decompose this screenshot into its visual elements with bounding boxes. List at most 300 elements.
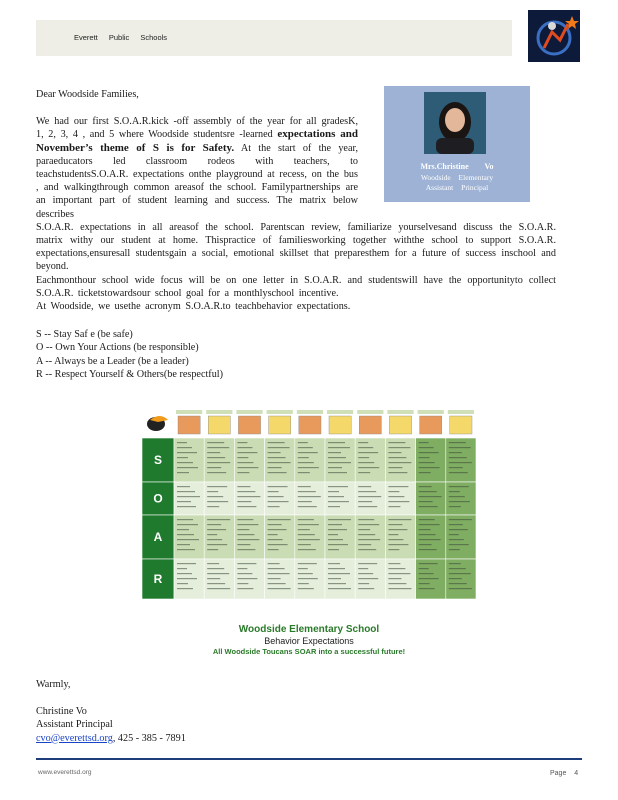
matrix-cell-text (207, 506, 219, 507)
matrix-cell-text (237, 519, 253, 520)
matrix-header-label (267, 410, 293, 414)
matrix-cell-text (177, 583, 188, 584)
matrix-caption-title: Woodside Elementary School (238, 624, 380, 635)
matrix-cell (446, 515, 476, 559)
monthly-focus-paragraph: Eachmonthour school wide focus will be on one letter in S.O.A.R. and studentswill have the opportunityto collect S.O.A.R. ticketstowardsour school goal for a monthlyschool incentive. (36, 274, 556, 299)
matrix-cell-text (207, 534, 217, 535)
matrix-cell-text (388, 496, 404, 497)
matrix-cell-text (449, 462, 472, 463)
matrix-cell-text (328, 529, 347, 530)
matrix-cell-text (449, 442, 466, 443)
matrix-cell-text (237, 457, 248, 458)
matrix-cell-text (328, 534, 338, 535)
matrix-cell-text (237, 447, 252, 448)
matrix-cell-text (449, 573, 471, 574)
matrix-cell-text (328, 568, 345, 569)
matrix-cell-text (449, 519, 472, 520)
matrix-cell-text (328, 452, 341, 453)
matrix-cell-text (449, 447, 471, 448)
matrix-cell-text (419, 506, 438, 507)
matrix-cell-text (207, 588, 230, 589)
matrix-cell-text (237, 524, 258, 525)
matrix-cell (234, 438, 264, 482)
phone-number: , 425 - 385 - 7891 (112, 732, 186, 744)
matrix-header-picture (238, 416, 260, 434)
matrix-cell-text (268, 519, 291, 520)
matrix-cell-text (328, 462, 351, 463)
matrix-cell-text (328, 578, 341, 579)
matrix-cell-text (268, 457, 286, 458)
matrix-header-label (236, 410, 262, 414)
matrix-cell-text (358, 491, 376, 492)
matrix-cell-text (328, 539, 343, 540)
matrix-cell-text (177, 452, 197, 453)
matrix-cell-text (358, 472, 370, 473)
matrix-cell-text (268, 583, 286, 584)
matrix-cell-text (177, 524, 198, 525)
matrix-cell-text (388, 467, 402, 468)
matrix-cell-text (207, 452, 220, 453)
matrix-header-label (448, 410, 474, 414)
matrix-cell (385, 438, 415, 482)
matrix-caption-subtitle: Behavior Expectations (264, 636, 354, 646)
matrix-cell-text (419, 486, 432, 487)
matrix-header-label (176, 410, 202, 414)
matrix-cell-text (419, 501, 433, 502)
matrix-cell-text (388, 524, 402, 525)
matrix-cell-text (358, 447, 373, 448)
matrix-cell-text (268, 472, 287, 473)
matrix-cell-text (268, 578, 281, 579)
matrix-cell-text (268, 539, 283, 540)
matrix-cell-text (419, 544, 432, 545)
matrix-cell-text (268, 588, 291, 589)
matrix-cell-text (419, 529, 431, 530)
matrix-cell-text (419, 467, 440, 468)
matrix-cell-text (449, 583, 467, 584)
matrix-cell-text (207, 578, 220, 579)
matrix-cell-text (177, 588, 193, 589)
matrix-cell-text (177, 549, 195, 550)
behavior-matrix-image (142, 408, 476, 604)
matrix-cell-text (207, 457, 225, 458)
matrix-cell-text (358, 534, 375, 535)
principal-role-line2: Assistant Principal (425, 183, 489, 192)
matrix-cell (234, 515, 264, 559)
matrix-cell-text (207, 519, 230, 520)
matrix-cell-text (358, 462, 374, 463)
matrix-cell-text (237, 467, 258, 468)
matrix-caption-tagline: All Woodside Toucans SOAR into a successful future! (212, 647, 406, 656)
matrix-header-picture (450, 416, 472, 434)
matrix-cell-text (237, 583, 248, 584)
matrix-cell-text (358, 519, 374, 520)
matrix-cell-text (268, 549, 279, 550)
matrix-cell-text (177, 447, 192, 448)
matrix-cell-text (237, 573, 252, 574)
matrix-cell-text (328, 442, 345, 443)
footer-divider (36, 758, 582, 760)
matrix-cell-text (358, 544, 371, 545)
matrix-cell-text (388, 506, 400, 507)
matrix-cell-text (449, 568, 466, 569)
district-name: Everett Public Schools (74, 33, 168, 42)
matrix-cell-text (388, 486, 408, 487)
matrix-header-picture (329, 416, 351, 434)
matrix-cell-text (388, 588, 411, 589)
matrix-cell-text (177, 568, 187, 569)
intro-paragraph-continued: S.O.A.R. expectations in all areasof the school. Parentscan review, familiarize yourselvesand discuss the S.O.A.R. matrix withy our student at home. Thispractice of familiesworking together withthe school to support S.O.A.R. expectations,ensuresall studentsgain a social, emotional skillset that preparesthem for a future of success inschool and beyond. (36, 221, 556, 273)
matrix-cell-text (419, 573, 434, 574)
matrix-cell-text (388, 563, 400, 564)
matrix-cell-text (268, 467, 282, 468)
matrix-cell-text (237, 568, 247, 569)
matrix-cell (265, 515, 295, 559)
matrix-cell-text (207, 447, 229, 448)
matrix-cell-text (177, 544, 190, 545)
matrix-cell-text (177, 534, 194, 535)
matrix-cell-text (328, 524, 342, 525)
matrix-cell-text (449, 544, 469, 545)
matrix-cell-text (358, 529, 370, 530)
matrix-cell-text (388, 578, 401, 579)
matrix-cell-text (388, 549, 399, 550)
matrix-cell-text (237, 578, 257, 579)
matrix-cell-text (237, 529, 249, 530)
matrix-cell-text (298, 467, 319, 468)
matrix-cell-text (268, 544, 288, 545)
matrix-cell-text (449, 457, 467, 458)
matrix-cell-text (388, 442, 405, 443)
matrix-cell-text (177, 462, 193, 463)
contact-line (36, 732, 186, 746)
acronym-paragraph: At Woodside, we usethe acronym S.O.A.R.to teachbehavior expectations. (36, 301, 351, 313)
matrix-cell-text (177, 578, 197, 579)
matrix-cell (355, 438, 385, 482)
soar-item: O -- Own Your Actions (be responsible) (36, 342, 199, 354)
matrix-cell-text (237, 501, 251, 502)
matrix-cell-text (237, 442, 247, 443)
matrix-cell-text (358, 563, 377, 564)
matrix-cell-text (298, 447, 313, 448)
matrix-cell-text (177, 506, 196, 507)
soar-item: R -- Respect Yourself & Others(be respectful) (36, 368, 224, 380)
matrix-cell-text (237, 491, 255, 492)
matrix-header-picture (389, 416, 411, 434)
matrix-cell-text (237, 549, 255, 550)
matrix-cell-text (207, 462, 230, 463)
matrix-cell-text (419, 491, 437, 492)
matrix-cell-text (268, 501, 289, 502)
matrix-cell-text (419, 457, 430, 458)
matrix-cell (385, 515, 415, 559)
matrix-cell-text (328, 496, 344, 497)
letter-body (36, 88, 556, 381)
matrix-cell-text (419, 568, 429, 569)
matrix-cell-text (268, 568, 285, 569)
matrix-cell-text (207, 472, 226, 473)
matrix-cell-text (449, 472, 468, 473)
matrix-cell-text (419, 496, 442, 497)
matrix-cell-text (388, 529, 407, 530)
matrix-cell-text (358, 506, 377, 507)
matrix-cell-text (419, 549, 437, 550)
matrix-cell-text (449, 534, 459, 535)
matrix-cell-text (419, 563, 438, 564)
matrix-cell-text (207, 539, 222, 540)
matrix-cell-text (358, 549, 376, 550)
matrix-cell-text (388, 491, 399, 492)
matrix-header-label (206, 410, 232, 414)
matrix-cell-text (449, 529, 468, 530)
matrix-cell-text (328, 447, 350, 448)
matrix-cell-text (449, 578, 462, 579)
matrix-cell-text (268, 506, 280, 507)
matrix-cell-text (419, 447, 434, 448)
matrix-cell-text (207, 573, 229, 574)
matrix-cell-text (177, 539, 199, 540)
matrix-cell-text (268, 447, 290, 448)
matrix-cell-text (268, 491, 279, 492)
matrix-cell-text (328, 501, 349, 502)
matrix-cell-text (449, 549, 460, 550)
matrix-cell-text (388, 457, 406, 458)
matrix-header-label (297, 410, 323, 414)
matrix-cell-text (207, 549, 218, 550)
matrix-cell (265, 438, 295, 482)
matrix-cell-text (358, 452, 378, 453)
signature-name: Christine Vo (36, 705, 87, 717)
matrix-cell-text (207, 529, 226, 530)
matrix-cell-text (237, 506, 256, 507)
matrix-header-label (387, 410, 413, 414)
matrix-header-label (418, 410, 444, 414)
matrix-cell-text (298, 462, 314, 463)
matrix-cell-text (388, 534, 398, 535)
matrix-cell (355, 515, 385, 559)
matrix-row-letter: A (153, 530, 163, 544)
matrix-cell-text (237, 496, 260, 497)
matrix-cell-text (207, 467, 221, 468)
matrix-cell-text (449, 524, 463, 525)
matrix-header-picture (299, 416, 321, 434)
matrix-cell-text (358, 442, 368, 443)
matrix-cell-text (298, 519, 314, 520)
matrix-cell-text (207, 568, 224, 569)
matrix-cell-text (449, 501, 470, 502)
matrix-cell-text (298, 486, 311, 487)
matrix-cell-text (237, 563, 256, 564)
matrix-header-picture (269, 416, 291, 434)
matrix-cell-text (237, 588, 253, 589)
matrix-cell-text (177, 519, 193, 520)
matrix-cell-text (358, 583, 369, 584)
intro-text-a: We had our first S.O.A.R.kick -off assembly of the year for all gradesK, 1, 2, 3, 4 , and 5 where Woodside studentsre -learned (36, 116, 358, 141)
matrix-cell-text (177, 573, 192, 574)
matrix-cell-text (449, 539, 464, 540)
matrix-cell-text (207, 501, 228, 502)
matrix-cell-text (207, 544, 227, 545)
matrix-cell-text (419, 539, 441, 540)
matrix-cell-text (177, 563, 196, 564)
matrix-cell-text (207, 496, 223, 497)
matrix-cell (325, 515, 355, 559)
matrix-cell (416, 438, 446, 482)
matrix-cell-text (388, 519, 411, 520)
matrix-cell-text (419, 588, 435, 589)
matrix-cell-text (177, 501, 191, 502)
matrix-cell-text (298, 578, 318, 579)
matrix-cell-text (388, 462, 411, 463)
matrix-cell-text (268, 563, 280, 564)
matrix-cell-text (449, 496, 465, 497)
matrix-cell-text (177, 491, 195, 492)
matrix-cell-text (358, 568, 368, 569)
matrix-cell-text (268, 442, 285, 443)
matrix-cell (174, 438, 204, 482)
matrix-cell-text (358, 524, 379, 525)
letter-closing (36, 678, 186, 745)
matrix-header-picture (208, 416, 230, 434)
matrix-header-picture (420, 416, 442, 434)
matrix-cell-text (237, 486, 250, 487)
matrix-cell-text (268, 486, 288, 487)
matrix-cell-text (328, 472, 347, 473)
closing-warmly: Warmly, (36, 679, 71, 690)
theme-highlight: expectations and November’s theme of S is for Safety. (36, 128, 359, 154)
matrix-cell-text (328, 519, 351, 520)
intro-text-b: At the start of the year, paraeducators led classroom rodeos with teachers, to teachstudentsS.O.A.R. expectations onthe playground at recess, on the bus , and walkingthrough common areasof the school. Familypartnerships are an important part of student learning and success. The matrix below describes (36, 142, 358, 220)
matrix-cell-text (268, 529, 287, 530)
matrix-cell-text (237, 539, 259, 540)
matrix-cell-text (207, 486, 227, 487)
matrix-cell-text (298, 529, 310, 530)
matrix-cell-text (419, 583, 430, 584)
matrix-cell-text (268, 524, 282, 525)
matrix-cell-text (328, 549, 339, 550)
matrix-cell-text (298, 491, 316, 492)
matrix-cell-text (237, 452, 257, 453)
matrix-cell-text (419, 462, 435, 463)
matrix-cell (295, 438, 325, 482)
signature-title: Assistant Principal (36, 719, 113, 730)
matrix-cell (325, 438, 355, 482)
matrix-cell-text (237, 534, 254, 535)
matrix-cell-text (388, 447, 410, 448)
matrix-cell-text (449, 588, 472, 589)
matrix-cell-text (328, 563, 340, 564)
matrix-cell-text (388, 452, 401, 453)
matrix-cell-text (328, 506, 340, 507)
matrix-cell-text (328, 457, 346, 458)
matrix-cell-text (449, 563, 461, 564)
matrix-cell-text (298, 472, 310, 473)
matrix-cell-text (419, 442, 429, 443)
matrix-cell-text (298, 583, 309, 584)
footer-website: www.everettsd.org (38, 769, 92, 776)
matrix-cell-text (449, 486, 469, 487)
principal-name: Mrs.Christine Vo (420, 162, 494, 171)
matrix-cell-text (388, 539, 403, 540)
matrix-header-label (327, 410, 353, 414)
matrix-cell (446, 438, 476, 482)
matrix-cell-text (207, 491, 218, 492)
matrix-header-label (357, 410, 383, 414)
matrix-cell-text (298, 442, 308, 443)
matrix-cell-text (388, 573, 410, 574)
matrix-cell-text (298, 573, 313, 574)
matrix-cell-text (328, 544, 348, 545)
matrix-cell-text (388, 583, 406, 584)
matrix-cell-text (207, 563, 219, 564)
matrix-cell-text (388, 501, 409, 502)
matrix-cell-text (449, 452, 462, 453)
matrix-cell-text (358, 578, 378, 579)
matrix-cell-text (268, 496, 284, 497)
matrix-cell-text (177, 442, 187, 443)
soar-item: S -- Stay Saf e (be safe) (36, 329, 133, 341)
matrix-cell (295, 515, 325, 559)
email-link[interactable]: cvo@everettsd.org (36, 732, 113, 744)
matrix-cell-text (298, 506, 317, 507)
matrix-row-letter: R (153, 572, 163, 586)
matrix-cell-text (388, 544, 408, 545)
matrix-cell-text (298, 563, 317, 564)
matrix-cell-text (298, 534, 315, 535)
soar-list (36, 328, 556, 381)
matrix-cell-text (298, 457, 309, 458)
matrix-cell-text (328, 583, 346, 584)
matrix-cell-text (328, 588, 351, 589)
matrix-cell-text (298, 539, 320, 540)
matrix-cell-text (449, 467, 463, 468)
matrix-cell-text (268, 452, 281, 453)
matrix-cell-text (419, 519, 435, 520)
matrix-cell-text (177, 529, 189, 530)
matrix-cell (204, 438, 234, 482)
matrix-cell-text (328, 467, 342, 468)
matrix-cell-text (358, 573, 373, 574)
matrix-cell-text (298, 549, 316, 550)
matrix-cell-text (358, 457, 369, 458)
matrix-cell-text (298, 524, 319, 525)
district-logo-icon (528, 10, 580, 62)
matrix-cell-text (268, 534, 278, 535)
matrix-cell-text (207, 524, 221, 525)
intro-paragraph (36, 115, 358, 221)
matrix-cell-text (358, 539, 380, 540)
matrix-cell-text (419, 472, 431, 473)
matrix-cell-text (177, 457, 188, 458)
matrix-cell-text (207, 442, 224, 443)
matrix-cell-text (298, 452, 318, 453)
matrix-cell (204, 515, 234, 559)
matrix-cell-text (298, 544, 311, 545)
matrix-cell-text (388, 472, 407, 473)
matrix-cell-text (177, 496, 200, 497)
matrix-cell-text (328, 573, 350, 574)
greeting: Dear Woodside Families, (36, 89, 139, 100)
page-number: Page 4 (550, 770, 579, 777)
matrix-cell-text (237, 544, 250, 545)
matrix-cell-text (268, 573, 290, 574)
matrix-cell-text (298, 496, 321, 497)
matrix-cell-text (177, 486, 190, 487)
matrix-cell-text (237, 462, 253, 463)
matrix-cell-text (419, 578, 439, 579)
matrix-cell-text (298, 568, 308, 569)
matrix-cell-text (358, 501, 372, 502)
